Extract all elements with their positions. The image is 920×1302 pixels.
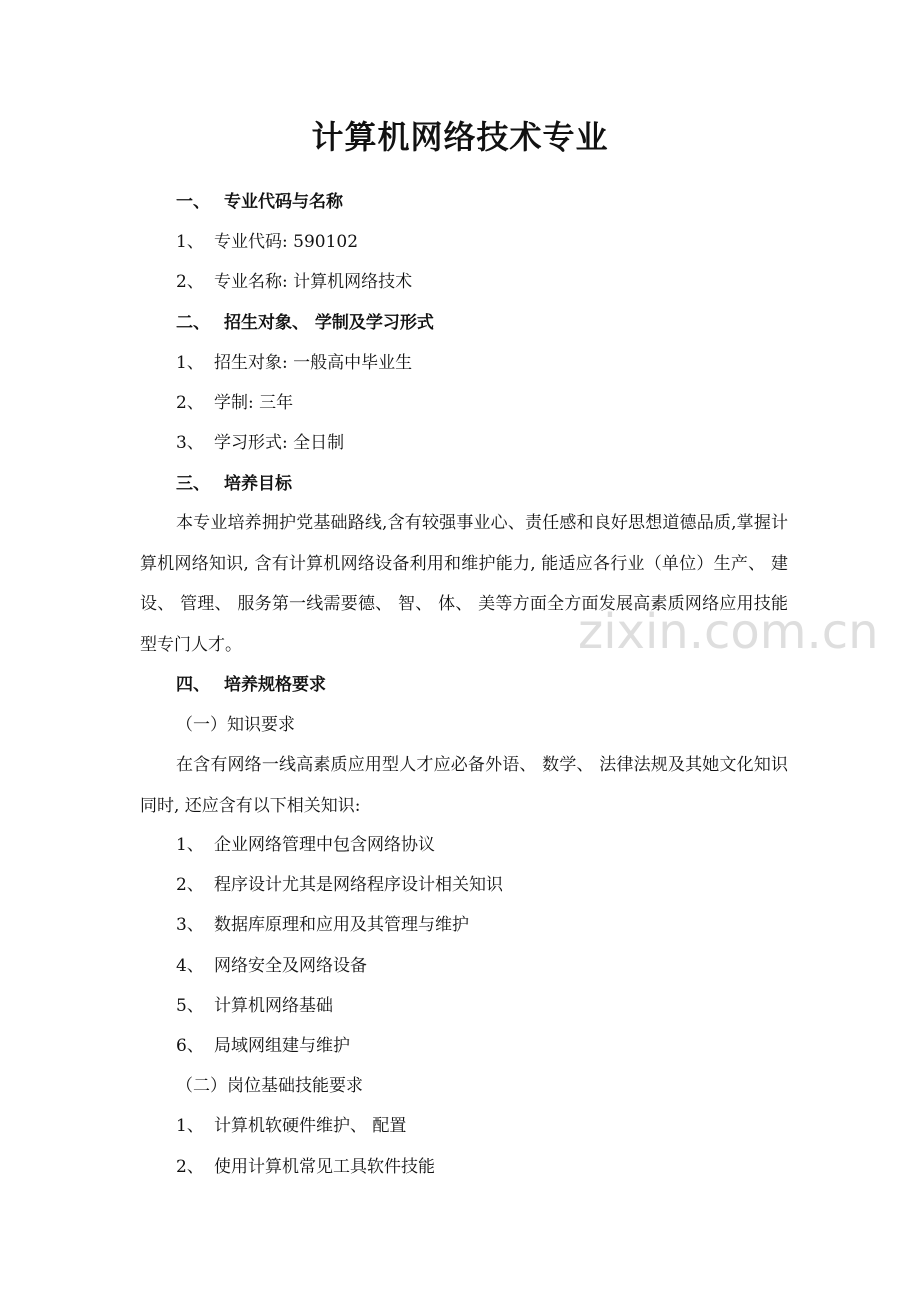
item-number: 1、: [176, 232, 204, 252]
item-text: 局域网组建与维护: [214, 1036, 350, 1056]
item-number: 3、: [176, 915, 204, 935]
item-number: 1、: [176, 353, 204, 373]
item-number: 2、: [176, 272, 204, 292]
item-number: 2、: [176, 393, 204, 413]
item-text: 程序设计尤其是网络程序设计相关知识: [214, 875, 503, 895]
item-text: 专业名称: 计算机网络技术: [214, 272, 413, 292]
item-number: 3、: [176, 433, 204, 453]
subsection-title: （二）岗位基础技能要求: [176, 1076, 363, 1096]
item-text: 计算机网络基础: [214, 996, 333, 1016]
knowledge-paragraph: 在含有网络一线高素质应用型人才应必备外语、 数学、 法律法规及其她文化知识同时, 还应含有以下相关知识:: [140, 755, 788, 816]
training-goal-paragraph: 本专业培养拥护党基础路线,含有较强事业心、责任感和良好思想道德品质,掌握计算机网络知识, 含有计算机网络设备利用和维护能力, 能适应各行业（单位）生产、 建设、 管理、 服务第一线需要德、 智、 体、 美等方面全方面发展高素质网络应用技能型专门人才。: [140, 513, 788, 655]
item-number: 1、: [176, 835, 204, 855]
section-number: 四、: [176, 675, 210, 695]
item-text: 学制: 三年: [214, 393, 294, 413]
subsection-title: （一）知识要求: [176, 715, 295, 735]
section-title: 招生对象、 学制及学习形式: [224, 313, 434, 333]
section-title: 培养规格要求: [224, 675, 326, 695]
item-text: 招生对象: 一般高中毕业生: [214, 353, 413, 373]
item-text: 网络安全及网络设备: [214, 956, 367, 976]
item-number: 4、: [176, 956, 204, 976]
watermark-text: zixin.com.cn: [578, 604, 879, 660]
section-title: 专业代码与名称: [224, 192, 343, 212]
item-text: 使用计算机常见工具软件技能: [214, 1157, 435, 1177]
section-number: 三、: [176, 474, 210, 494]
item-number: 2、: [176, 875, 204, 895]
section-number: 一、: [176, 192, 210, 212]
item-number: 5、: [176, 996, 204, 1016]
item-text: 数据库原理和应用及其管理与维护: [214, 915, 469, 935]
item-text: 计算机软硬件维护、 配置: [214, 1116, 407, 1136]
section-number: 二、: [176, 313, 210, 333]
item-number: 2、: [176, 1157, 204, 1177]
item-number: 6、: [176, 1036, 204, 1056]
item-number: 1、: [176, 1116, 204, 1136]
item-text: 专业代码: 590102: [214, 232, 359, 252]
item-text: 学习形式: 全日制: [214, 433, 345, 453]
section-title: 培养目标: [224, 474, 292, 494]
document-title: 计算机网络技术专业: [311, 118, 609, 156]
item-text: 企业网络管理中包含网络协议: [214, 835, 435, 855]
